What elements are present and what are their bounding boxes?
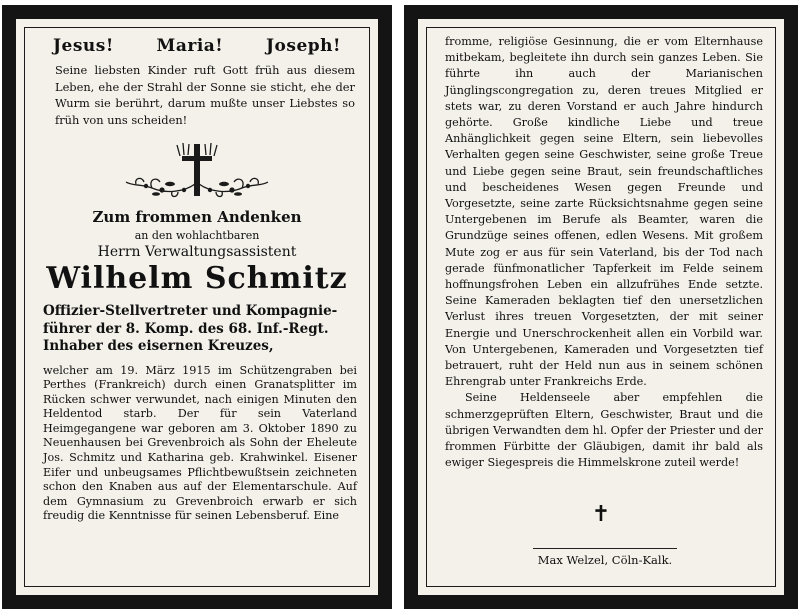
header-jesus: Jesus! <box>53 36 114 56</box>
rank-line: Herrn Verwaltungsassistent <box>97 244 297 260</box>
eulogy-paragraph-1: fromme, religiöse Gesinnung, die er vom Elternhause mitbekam, begleitete ihn durch sein ganzes Leben. Sie führte ihn auch der Marianischen Jünglingscongregation zu, deren treues Mitglied er stets war, zu deren Vorstand er auch Jahre hindurch gehörte. Große kindliche Liebe und treue Anhänglichkeit gegen seine Eltern, sein liebevolles Verhalten gegen seine Geschwister, seine große Treue und Liebe gegen seine Braut, sein freundschaftliches und bescheidenes Wesen gegen Freunde und Vorgesetzte, seine zarte Rücksichtsnahme gegen seine Untergebenen im Berufe als Beamter, waren die Grundzüge seines offenen, edlen Wesens. Mit großem Mute zog er aus für sein Vaterland, bis der Tod nach gerade fünfmonatlicher Tapferkeit im Felde seinem hoffnungsfrohen Leben ein allzufrühes Ende setzte. Seine Kameraden beklagten tief den unersetzlichen Verlust ihres treuen Vorgesetzten, der mit seiner Energie und Unerschrockenheit allen ein Vorbild war. Von Untergebenen, Kameraden und Vorgesetzten tief betrauert, ruht der Held nun aus in seinem schönen Ehrengrab unter Frankreichs Erde. <box>445 35 763 389</box>
cross-ornament-icon <box>122 140 272 202</box>
eulogy-text <box>445 34 763 471</box>
eulogy-paragraph-2: Seine Heldenseele aber empfehlen die schmerzgeprüften Eltern, Geschwister, Braut und die übrigen Verwandten dem hl. Opfer der Priester und der frommen Fürbitte der Gläubigen, damit ihr bald als ewiger Siegespreis die Himmelskrone zuteil werde! <box>445 391 763 470</box>
title-line-3: Inhaber des eisernen Kreuzes, <box>43 338 274 354</box>
printer-imprint: Max Welzel, Cöln-Kalk. <box>533 548 677 567</box>
holy-names-header <box>35 36 359 56</box>
memorial-heading: Zum frommen Andenken <box>92 208 302 226</box>
small-cross-icon: ✝ <box>591 502 611 527</box>
military-title <box>43 303 357 356</box>
title-line-2: führer der 8. Komp. des 68. Inf.-Regt. <box>43 320 329 337</box>
title-line-1: Offizier-Stellvertreter und Kompagnie- <box>43 303 338 319</box>
left-card <box>2 5 392 609</box>
right-frame <box>426 27 776 587</box>
right-content <box>437 34 765 580</box>
left-paper <box>16 19 378 595</box>
biography-text: welcher am 19. März 1915 im Schützengraben bei Perthes (Frankreich) durch einen Granatsplitter im Rücken schwer verwundet, nach einigen Minuten den Heldentod starb. Der für sein Vaterland Heimgegangene war geboren am 3. Oktober 1890 zu Neuenhausen bei Grevenbroich als Sohn der Eheleute Jos. Schmitz und Katharina geb. Krahwinkel. Eisener Eifer und unbeugsames Pflichtbewußtsein zeichneten schon den Knaben aus auf der Elementarschule. Auf dem Gymnasium zu Grevenbroich erwarb er sich freudig die Kenntnisse für seinen Lebensberuf. Eine <box>43 363 357 523</box>
header-maria: Maria! <box>156 36 224 56</box>
right-paper <box>418 19 784 595</box>
deceased-name: Wilhelm Schmitz <box>46 261 348 296</box>
dedication-line: an den wohlachtbaren <box>134 229 260 242</box>
right-card <box>404 5 798 609</box>
intro-verse: Seine liebsten Kinder ruft Gott früh aus diesem Leben, ehe der Strahl der Sonne sie sticht, ehe der Wurm sie berührt, darum mußte unser Liebstes so früh von uns scheiden! <box>55 63 355 127</box>
left-frame <box>24 27 370 587</box>
header-joseph: Joseph! <box>266 36 341 56</box>
left-content <box>35 34 359 580</box>
